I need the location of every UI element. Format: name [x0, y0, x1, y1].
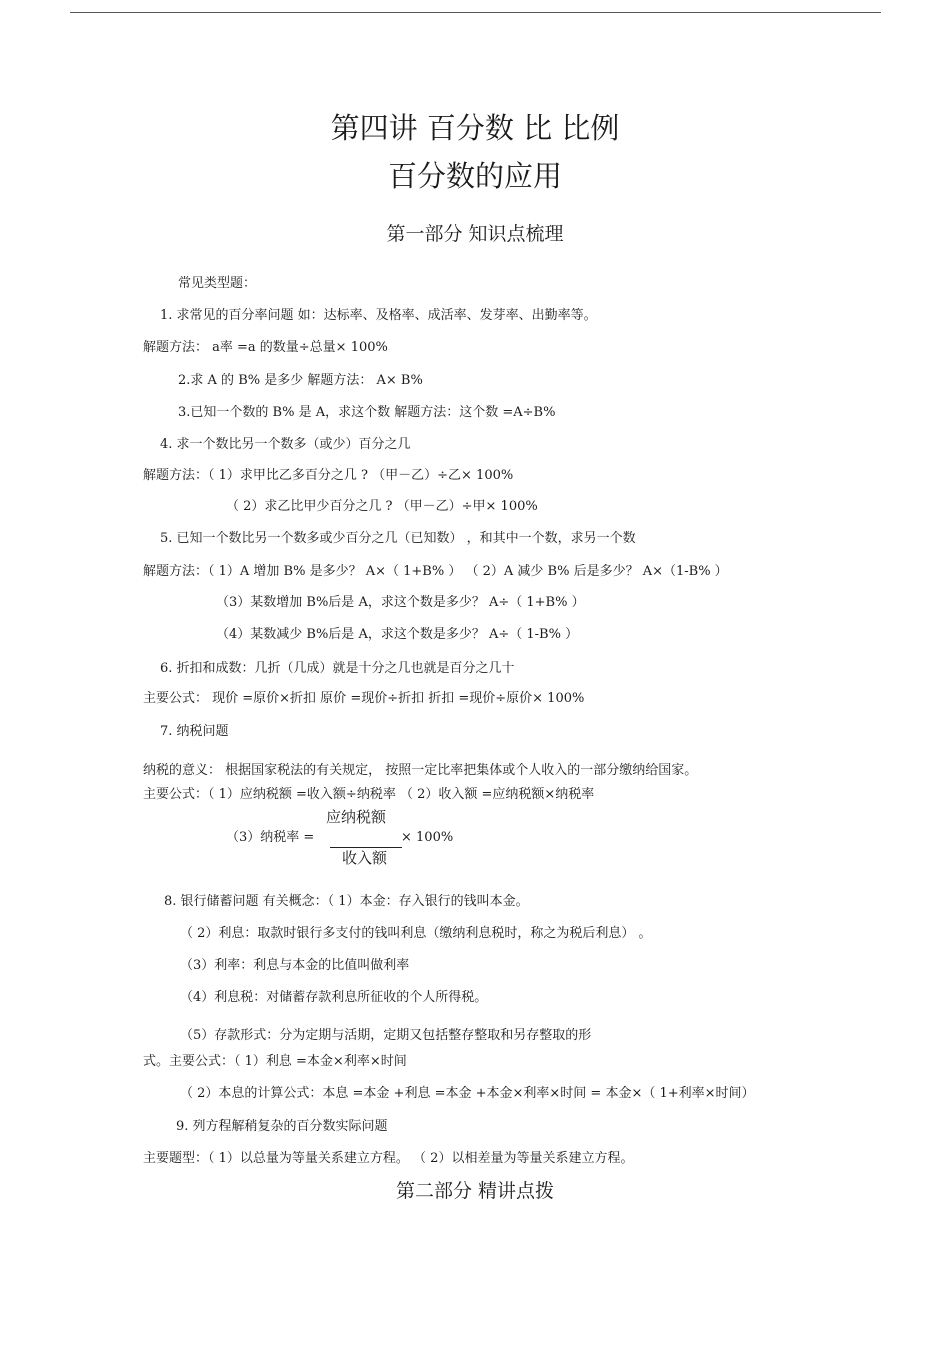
- item-5-method-3: （3）某数增加 B%后是 A，求这个数是多少？ A÷（ 1+B% ）: [216, 595, 585, 610]
- tax-formulas: 主要公式：（ 1）应纳税额 =收入额÷纳税率 （ 2）收入额 =应纳税额×纳税率: [143, 787, 595, 802]
- item-4-method-2: （ 2）求乙比甲少百分之几 ? （甲－乙）÷甲× 100%: [226, 499, 538, 514]
- item-2: 2.求 A 的 B% 是多少 解题方法： A× B%: [178, 373, 423, 388]
- lecture-subtitle: 百分数的应用: [387, 159, 562, 193]
- item-5: 5. 已知一个数比另一个数多或少百分之几（已知数） ，和其中一个数，求另一个数: [160, 531, 636, 546]
- item-9: 9. 列方程解稍复杂的百分数实际问题: [176, 1119, 388, 1134]
- common-types-label: 常见类型题：: [178, 276, 257, 291]
- item-4-method-1: 解题方法：（ 1）求甲比乙多百分之几 ? （甲－乙）÷乙× 100%: [143, 468, 514, 483]
- item-5-method-1: 解题方法：（ 1）A 增加 B% 是多少？ A×（ 1+B% ） （ 2）A 减少 B% 后是多少？ A×（1-B% ）: [143, 564, 728, 579]
- item-5-method-4: （4）某数减少 B%后是 A，求这个数是多少？ A÷（ 1-B% ）: [216, 627, 579, 642]
- item-7: 7. 纳税问题: [160, 724, 229, 739]
- item-6: 6. 折扣和成数：几折（几成）就是十分之几也就是百分之几十: [160, 661, 515, 676]
- item-8-formula-1: 式。主要公式：（ 1）利息 =本金×利率×时间: [143, 1054, 407, 1069]
- item-8-formula-2: （ 2）本息的计算公式：本息 =本金 +利息 =本金 +本金×利率×时间 = 本金×（ 1+利率×时间）: [180, 1086, 755, 1101]
- item-8-rate: （3）利率：利息与本金的比值叫做利率: [180, 958, 410, 973]
- item-9-types: 主要题型：（ 1）以总量为等量关系建立方程。 （ 2）以相差量为等量关系建立方程。: [143, 1151, 634, 1166]
- top-rule: [70, 12, 881, 13]
- fraction-denominator: 收入额: [342, 849, 388, 867]
- fraction-bar: [330, 847, 402, 848]
- part-two-heading: 第二部分 精讲点拨: [395, 1180, 555, 1202]
- item-1: 1. 求常见的百分率问题 如：达标率、及格率、成活率、发芽率、出勤率等。: [160, 308, 597, 323]
- item-3: 3.已知一个数的 B% 是 A，求这个数 解题方法：这个数 =A÷B%: [178, 405, 556, 420]
- item-4: 4. 求一个数比另一个数多（或少）百分之几: [160, 437, 411, 452]
- lecture-title: 第四讲 百分数 比 比例: [330, 111, 620, 145]
- item-8-interest: （ 2）利息：取款时银行多支付的钱叫利息（缴纳利息税时，称之为税后利息） 。: [180, 926, 652, 941]
- tax-rate-label: （3）纳税率 =: [226, 830, 315, 845]
- item-8-deposit-form: （5）存款形式：分为定期与活期，定期又包括整存整取和另存整取的形: [180, 1028, 592, 1043]
- tax-meaning: 纳税的意义： 根据国家税法的有关规定， 按照一定比率把集体或个人收入的一部分缴纳给国家。: [143, 763, 698, 778]
- tax-rate-tail: × 100%: [401, 830, 454, 845]
- item-6-formulas: 主要公式： 现价 =原价×折扣 原价 =现价÷折扣 折扣 =现价÷原价× 100%: [143, 691, 585, 706]
- item-1-method: 解题方法： a率 =a 的数量÷总量× 100%: [143, 340, 388, 355]
- fraction-numerator: 应纳税额: [326, 808, 387, 826]
- item-8: 8. 银行储蓄问题 有关概念：（ 1）本金：存入银行的钱叫本金。: [164, 894, 529, 909]
- part-one-heading: 第一部分 知识点梳理: [386, 223, 564, 245]
- item-8-interest-tax: （4）利息税：对储蓄存款利息所征收的个人所得税。: [180, 990, 488, 1005]
